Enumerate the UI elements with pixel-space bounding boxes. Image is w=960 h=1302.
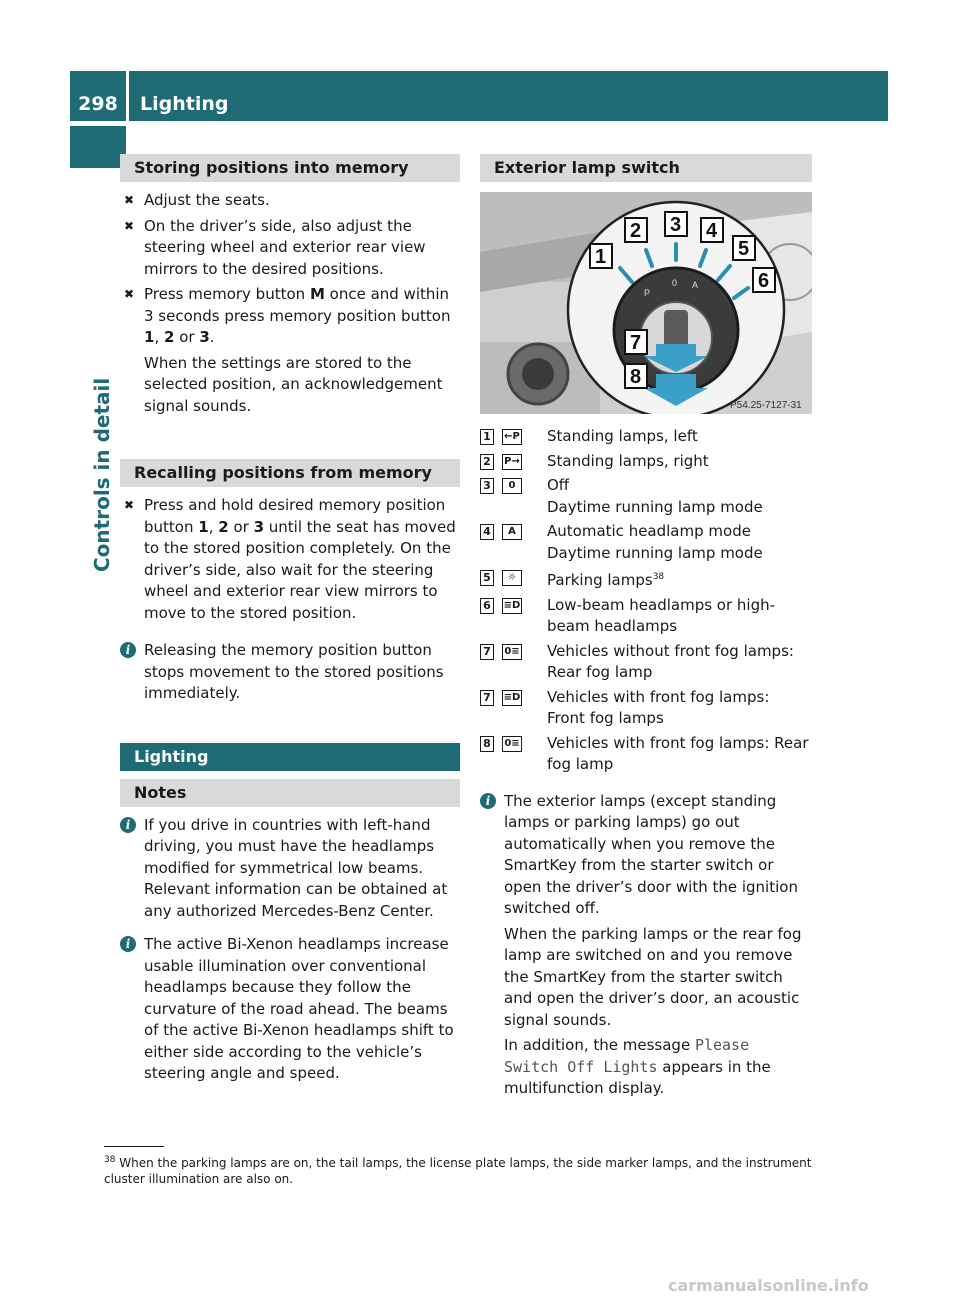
separator: or — [174, 328, 200, 346]
callout-4: 4 — [706, 220, 718, 242]
callout-3: 3 — [670, 214, 682, 236]
legend-text: Off — [547, 476, 570, 494]
legend-number: 6 — [480, 598, 494, 614]
section-heading-storing: Storing positions into memory — [120, 154, 460, 182]
parking-lamp-icon: ☼ — [502, 570, 522, 586]
footnote-text: When the parking lamps are on, the tail lamps, the license plate lamps, the side marker lamps, and the instrument cluster illumination are also on. — [104, 1156, 812, 1186]
legend-item — [480, 521, 812, 564]
position-3-label: 3 — [199, 328, 210, 346]
lamp-switch-illustration — [480, 192, 812, 414]
off-icon: 0 — [502, 478, 522, 494]
step-item — [120, 284, 460, 349]
figure-code: P54.25-7127-31 — [730, 400, 802, 411]
legend-text: Standing lamps, left — [547, 427, 698, 445]
legend-text: Vehicles without front fog lamps: Rear fog lamp — [547, 641, 794, 681]
step-text: Adjust the seats. — [144, 191, 270, 209]
separator: . — [209, 328, 215, 346]
info-text: The exterior lamps (except standing lamps or parking lamps) go out automatically when you remove the SmartKey from the starter switch or open the driver’s door with the ignition switched off. — [504, 791, 798, 917]
step-arrow-icon: ✖ — [124, 218, 135, 233]
dial-label-p: P — [644, 288, 651, 298]
legend-text: Standing lamps, right — [547, 451, 709, 470]
legend-text: Vehicles with front fog lamps: Rear fog lamp — [547, 733, 809, 773]
legend-number: 7 — [480, 690, 494, 706]
position-3-label: 3 — [253, 517, 264, 536]
auto-headlamp-icon: A — [502, 524, 522, 540]
callout-5: 5 — [738, 238, 750, 260]
info-text: Releasing the memory position button stops movement to the stored positions immediately. — [144, 641, 444, 702]
callout-7: 7 — [630, 332, 642, 354]
info-text: When the parking lamps or the rear fog lamp are switched on and you remove the SmartKey from the starter switch and open the driver’s door, an acoustic signal sounds. — [504, 924, 802, 1029]
standing-lamp-right-icon: P→ — [502, 454, 522, 470]
callout-8: 8 — [630, 366, 642, 388]
step-item — [120, 216, 460, 281]
header-separator — [126, 71, 129, 121]
info-text-part: appears in the multifunction display. — [504, 1057, 771, 1097]
step-arrow-icon: ✖ — [124, 498, 135, 512]
legend-text: Vehicles with front fog lamps: Front fog lamps — [547, 687, 770, 727]
info-icon: i — [480, 793, 496, 809]
side-tab-label: Controls in detail — [90, 377, 114, 572]
legend-list — [480, 426, 812, 776]
step-text: Press memory button — [144, 285, 310, 303]
legend-number: 5 — [480, 570, 494, 586]
legend-subtext: Daytime running lamp mode — [547, 497, 763, 516]
step-arrow-icon: ✖ — [124, 287, 135, 301]
display-message: Please Switch Off Lights — [504, 1036, 750, 1076]
footnote-number: 38 — [104, 1155, 116, 1165]
legend-item — [480, 426, 812, 448]
page-number: 298 — [78, 93, 118, 115]
step-item — [120, 190, 460, 212]
section-heading-lamp-switch: Exterior lamp switch — [480, 154, 812, 182]
info-icon: i — [120, 817, 136, 833]
result-text: When the settings are stored to the selected position, an acknowledgement signal sounds. — [144, 353, 443, 415]
legend-text: Automatic headlamp mode — [547, 522, 751, 540]
legend-number: 4 — [480, 524, 494, 540]
info-note — [480, 791, 812, 1100]
step-text: until the seat has moved to the stored position completely. On the driver’s side, also wait for the steering wheel and exterior rear view mirrors to move to the stored position. — [144, 517, 456, 622]
info-note — [120, 815, 460, 923]
callout-6: 6 — [758, 270, 770, 292]
lamp-switch-figure — [480, 192, 812, 414]
legend-item — [480, 687, 812, 730]
legend-item — [480, 451, 812, 473]
legend-text: Parking lamps — [547, 571, 653, 589]
info-icon: i — [120, 936, 136, 952]
watermark: carmanualsonline.info — [668, 1276, 869, 1295]
info-text: The active Bi-Xenon headlamps increase usable illumination over conventional headlamps because they follow the curvature of the road ahead. The beams of the active Bi-Xenon headlamps shift to either side according to the vehicle’s steering angle and speed. — [144, 935, 454, 1082]
info-text-part: In addition, the message — [504, 1036, 695, 1054]
position-1-label: 1 — [144, 328, 155, 346]
legend-item — [480, 733, 812, 776]
step-text: On the driver’s side, also adjust the steering wheel and exterior rear view mirrors to the desired positions. — [144, 216, 426, 278]
separator: , — [208, 517, 219, 536]
legend-subtext: Daytime running lamp mode — [547, 543, 763, 562]
callout-2: 2 — [630, 220, 642, 242]
footnote-rule — [104, 1146, 164, 1147]
step-text: Press and hold desired memory position button — [144, 496, 446, 536]
rear-fog-lamp-icon: 0≡ — [502, 736, 522, 752]
info-text — [504, 1035, 812, 1100]
info-icon: i — [120, 642, 136, 658]
dial-label-0: 0 — [672, 278, 678, 288]
callout-1: 1 — [595, 246, 607, 268]
footnote — [104, 1152, 824, 1187]
legend-text: Low-beam headlamps or high-beam headlamps — [547, 595, 776, 635]
legend-number: 7 — [480, 644, 494, 660]
right-column — [480, 154, 812, 1100]
separator: , — [154, 328, 164, 346]
side-tab-block — [70, 126, 126, 168]
rear-fog-lamp-icon: 0≡ — [502, 644, 522, 660]
step-text: once and within 3 seconds press memory position button — [144, 285, 451, 325]
standing-lamp-left-icon: ←P — [502, 429, 522, 445]
separator: or — [228, 517, 254, 536]
low-beam-icon: ≡D — [502, 598, 522, 614]
step-arrow-icon: ✖ — [124, 193, 135, 207]
legend-number: 3 — [480, 478, 494, 494]
legend-item — [480, 475, 812, 518]
info-note — [120, 934, 460, 1085]
left-column — [120, 154, 460, 1085]
section-heading-lighting: Lighting — [120, 743, 460, 771]
footnote-ref: 38 — [652, 572, 665, 582]
info-note — [120, 640, 460, 705]
legend-item — [480, 567, 812, 592]
position-1-label: 1 — [198, 517, 209, 536]
section-heading-recalling: Recalling positions from memory — [120, 459, 460, 487]
legend-number: 2 — [480, 454, 494, 470]
position-2-label: 2 — [218, 517, 229, 536]
dial-label-a: A — [692, 280, 699, 290]
memory-button-label: M — [309, 285, 325, 303]
legend-item — [480, 595, 812, 638]
info-text: If you drive in countries with left-hand driving, you must have the headlamps modified for symmetrical low beams. Relevant information can be obtained at any authorized Mercedes-Benz Center. — [144, 815, 448, 920]
legend-number: 8 — [480, 736, 494, 752]
page-title: Lighting — [140, 93, 229, 115]
legend-item — [480, 641, 812, 684]
front-fog-lamp-icon: ≡D — [502, 690, 522, 706]
section-heading-notes: Notes — [120, 779, 460, 807]
legend-number: 1 — [480, 429, 494, 445]
step-item — [120, 495, 460, 624]
position-2-label: 2 — [163, 328, 175, 346]
